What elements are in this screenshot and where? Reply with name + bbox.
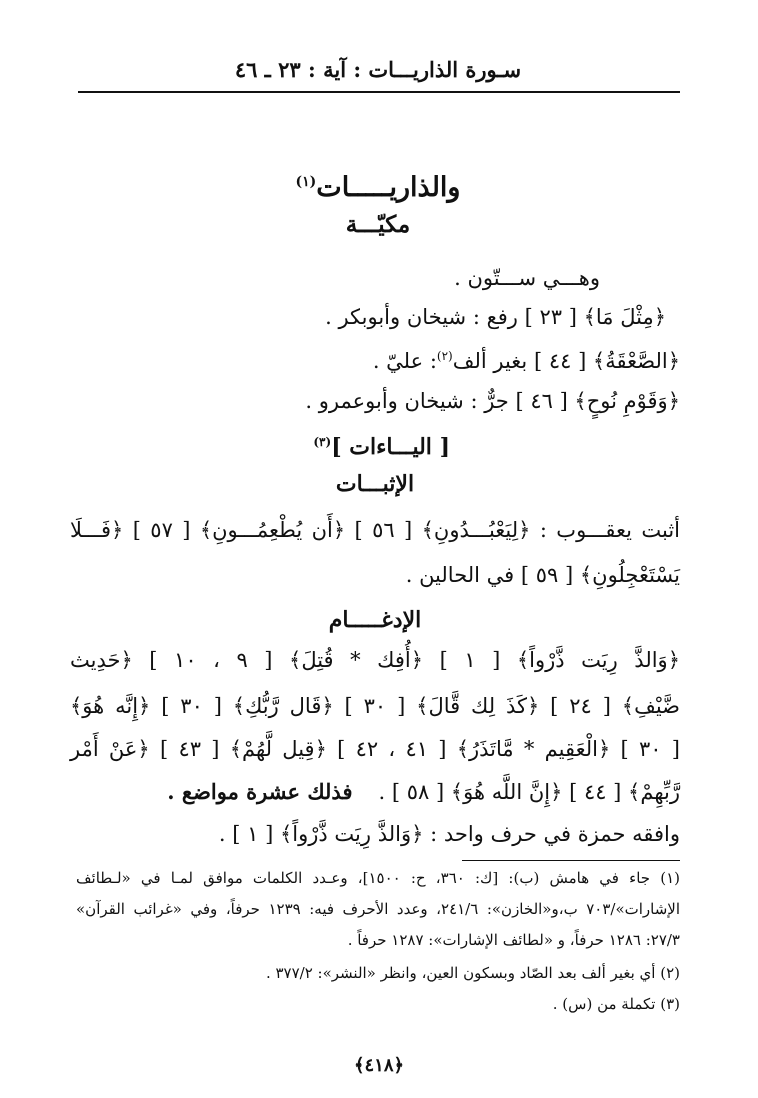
footnote-ref: (٢) [436, 349, 453, 363]
section-heading-ithbat: الإثبـــات [335, 471, 415, 497]
title-footnote-mark: (١) [295, 174, 317, 190]
verse-count-text: وهـــي ســـتّون . [454, 266, 600, 290]
reading-text: ﴿وَقَوْمِ نُوحٍ﴾ [ ٤٦ ] جرٌّ : شيخان وأبوعمرو . [305, 389, 680, 413]
footnote-line: (٣) تكملة من (س) . [552, 995, 680, 1013]
reading-line [70, 297, 680, 337]
reading-line: [ ٣٠ ] ﴿الْعَقِيم * مَّاتَذَرُ﴾ [ ٤١ ، ٤٢ ] ﴿قِيل لَّهُمْ﴾ [ ٤٣ ] ﴿عَنْ أَمْر [70, 737, 680, 761]
reading-text: ﴿مِثْلَ مَا﴾ [ ٢٣ ] رفع : شيخان وأبوبكر . [325, 305, 666, 329]
footnote-ref: (٣) [313, 435, 332, 449]
section-heading-text: [ اليـــاءات ] [331, 434, 450, 461]
running-header: سـورة الذاريـــات : آية : ٢٣ ـ ٤٦ [234, 57, 522, 82]
reading-line: ضَّيْفِ﴾ [ ٢٤ ] ﴿كَذَ لِك قَّالَ﴾ [ ٣٠ ] ﴿قَال رَّبُّكِ﴾ [ ٣٠ ] ﴿إِنَّه هُوَ﴾ [70, 694, 680, 718]
reading-line: ﴿وَالذَّ رِيَت ذَّرْواً﴾ [ ١ ] ﴿أُفِك * قُتِلَ﴾ [ ٩ ، ١٠ ] ﴿حَدِيث [70, 648, 681, 672]
reading-text: : عليّ . [372, 349, 437, 373]
reading-line: وافقه حمزة في حرف واحد : ﴿وَالذَّ رِيَت ذَّرْواً﴾ [ ١ ] . [218, 822, 680, 846]
reading-line [70, 336, 680, 381]
footnote-line: (١) جاء في هامش (ب): [ك: ٣٦٠، ح: ١٥٠٠]، وعـدد الكلمات موافق لمـا في «لـطائف [76, 869, 680, 887]
footnote-line: ٢٧/٣: ١٢٨٦ حرفاً، و «لطائف الإشارات»: ١٢٨٧ حرفاً . [347, 931, 680, 949]
section-heading-yaat [70, 422, 680, 467]
header-rule [78, 91, 680, 93]
footnote-line: (٢) أي بغير ألف بعد الصّاد وبسكون العين، وانظر «النشر»: ٣٧٧/٢ . [265, 964, 680, 982]
section-heading-idgham: الإدغـــــام [328, 607, 422, 633]
surah-type: مكيّـــة [345, 211, 411, 238]
footnote-rule [462, 860, 680, 861]
reading-line [70, 772, 680, 812]
reading-text: رَّبِّهِمْ﴾ [ ٤٤ ] ﴿إِنَّ اللَّه هُوَ﴾ [ ٥٨ ] . [378, 780, 680, 804]
summary-text: فذلك عشرة مواضع . [167, 779, 353, 804]
reading-line: أثبت يعقـــوب : ﴿لِيَعْبُـــدُونِ﴾ [ ٥٦ ] ﴿أَن يُطْعِمُـــونِ﴾ [ ٥٧ ] ﴿فَـــلَا [70, 518, 681, 542]
surah-title-text: والذاريـــــات [316, 172, 461, 203]
surah-title [76, 160, 680, 210]
reading-line [70, 381, 680, 421]
page-number: ﴿٤١٨﴾ [353, 1055, 405, 1076]
reading-text: ﴿الصَّعْقَةُ﴾ [ ٤٤ ] بغير ألف [452, 349, 680, 373]
verse-count-line [70, 258, 680, 298]
footnote-line: الإشارات»/٧٠٣ ب،و«الخازن»: ٢٤١/٦، وعدد الأحرف فيه: ١٢٣٩ حرفاً، وفي «غرائب القرآن» [76, 900, 681, 918]
reading-line: يَسْتَعْجِلُونِ﴾ [ ٥٩ ] في الحالين . [405, 563, 680, 587]
